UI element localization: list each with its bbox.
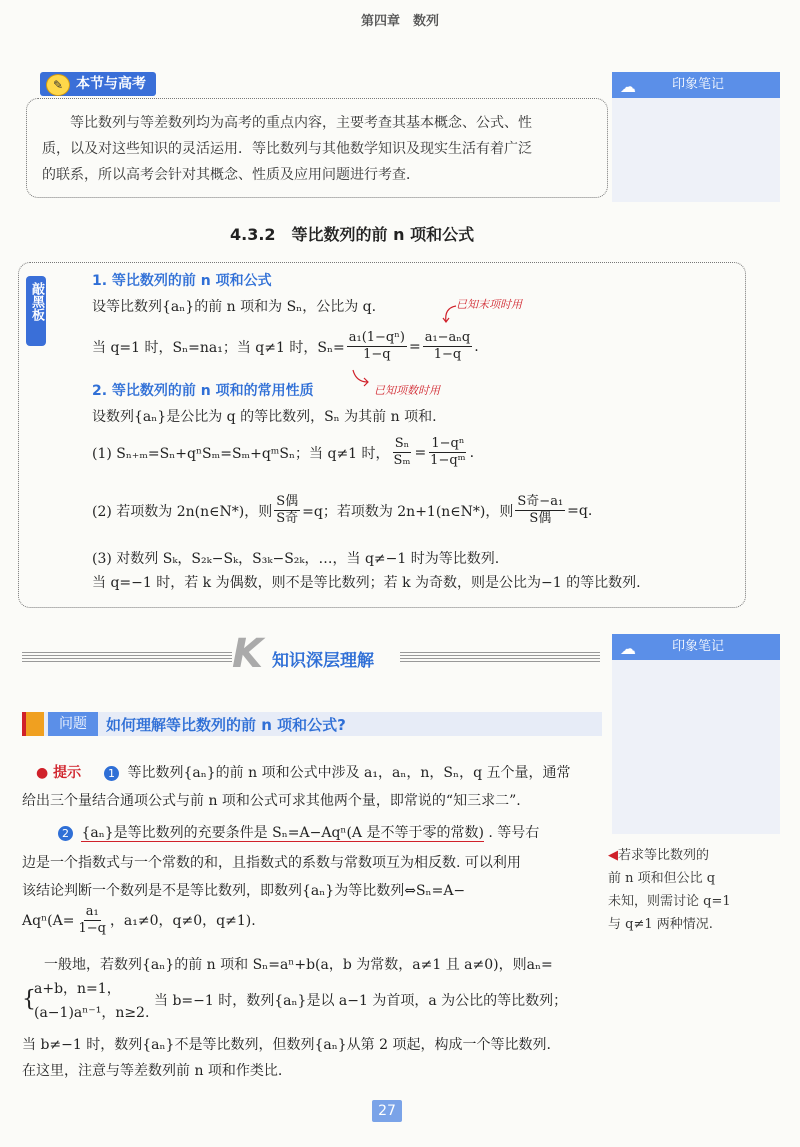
hint-line-5: 该结论判断一个数列是不是等比数列，即数列{aₙ}为等比数列⇔Sₙ=A− <box>22 883 466 899</box>
section-title: 4.3.2 等比数列的前 n 项和公式 <box>230 225 475 244</box>
intro-line: 质，以及对这些知识的灵活运用．等比数列与其他数学知识及现实生活有着广泛 <box>42 141 532 157</box>
chapter-header: 第四章 数列 <box>360 14 439 29</box>
elephant-icon: ☁ <box>620 77 636 96</box>
banner-hatch-right <box>400 650 600 662</box>
hint-underlined-text: {aₙ}是等比数列的充要条件是 Sₙ=A−Aqⁿ(A 是不等于零的常数) <box>81 825 484 841</box>
knowledge-title: 知识深层理解 <box>272 651 374 671</box>
side-note-text: 若求等比数列的 <box>618 848 710 863</box>
fraction <box>428 436 467 469</box>
hint-line-9: 当 b≠−1 时，数列{aₙ}不是等比数列，但数列{aₙ}从第 2 项起，构成一个等比数列. <box>22 1037 551 1053</box>
page-number: 27 <box>372 1100 402 1122</box>
bb-formula-prefix: 当 q=1 时，Sₙ=na₁；当 q≠1 时，Sₙ= <box>92 339 345 356</box>
fraction-numerator: 1−qⁿ <box>431 436 465 451</box>
notes-header <box>612 72 780 98</box>
bb-property-4: 当 q=−1 时，若 k 为偶数，则不是等比数列；若 k 为奇数，则是公比为−1 的等比数列. <box>92 575 641 591</box>
fraction <box>423 330 473 363</box>
brace-icon: { <box>22 987 36 1012</box>
hint-line-4: 边是一个指数式与一个常数的和，且指数式的系数与常数项互为相反数. 可以利用 <box>22 855 521 871</box>
arrow-icon <box>440 304 460 324</box>
side-note-line: 与 q≠1 两种情况. <box>608 917 713 932</box>
fraction-numerator: S奇−a₁ <box>517 494 564 509</box>
handwritten-note-2: 已知项数时用 <box>374 384 440 397</box>
hint-line-1 <box>36 762 570 784</box>
blackboard-tab-label: 敲黑板 <box>29 282 44 321</box>
section-tag-label: 本节与高考 <box>76 76 146 92</box>
elephant-icon: ☁ <box>620 639 636 658</box>
bb-line-3: 设数列{aₙ}是公比为 q 的等比数列，Sₙ 为其前 n 项和. <box>92 409 437 425</box>
notes-label: 印象笔记 <box>672 639 725 654</box>
intro-text <box>42 110 602 188</box>
fraction-numerator: a₁ <box>85 904 99 919</box>
fraction-denominator: 1−qᵐ <box>430 453 466 468</box>
property-text: =q. <box>567 502 593 519</box>
bb-formula-line: 当 q=1 时，Sₙ=na₁；当 q≠1 时，Sₙ= $\frac{\text{a₁(1−qⁿ)}}{1-q}$ = $\frac{\text{a₁−aₙq}}{1-q}$ . <box>92 330 479 362</box>
intro-line: 的联系，所以高考会针对其概念、性质及应用问题进行考查． <box>42 167 420 183</box>
hint-line-7: 一般地，若数列{aₙ}的前 n 项和 Sₙ=aⁿ+b(a，b 为常数，a≠1 且 a≠0)，则aₙ= <box>44 957 553 973</box>
fraction <box>274 494 300 527</box>
number-1-icon: 1 <box>104 766 119 781</box>
question-text: 如何理解等比数列的前 n 项和公式? <box>106 716 346 734</box>
fraction-denominator: 1−q <box>433 347 462 362</box>
fraction <box>392 436 413 469</box>
side-note-line: 前 n 项和但公比 q <box>608 871 716 886</box>
hint-label: ● 提示 <box>36 765 82 781</box>
bb-heading-2: 2. 等比数列的前 n 项和的常用性质 <box>92 383 314 399</box>
hint-line-10: 在这里，注意与等差数列前 n 项和作类比. <box>22 1063 283 1079</box>
hint-text: 等比数列{aₙ}的前 n 项和公式中涉及 a₁，aₙ，n，Sₙ，q 五个量，通常 <box>127 765 571 781</box>
hint-text: ，a₁≠0，q≠0，q≠1). <box>109 912 256 929</box>
intro-line: 等比数列与等差数列均为高考的重点内容，主要考查其基本概念、公式、性 <box>70 115 532 131</box>
fraction-denominator: Sₘ <box>393 453 411 468</box>
fraction-numerator: S偶 <box>276 494 299 509</box>
hint-line-2: 给出三个量结合通项公式与前 n 项和公式可求其他两个量，即常说的“知三求二”. <box>22 793 521 809</box>
fraction-denominator: S奇 <box>276 511 299 526</box>
number-2-icon: 2 <box>58 826 73 841</box>
arrow-icon <box>350 368 372 388</box>
hint-text: . 等号右 <box>488 825 540 841</box>
fraction-denominator: 1−q <box>363 347 391 362</box>
blackboard-tab <box>26 276 46 346</box>
book-icon <box>22 712 44 736</box>
k-logo-icon: K <box>232 631 263 677</box>
section-tag <box>40 72 156 96</box>
hint-line-6 <box>22 904 256 937</box>
hint-line-8: 当 b=−1 时，数列{aₙ}是以 a−1 为首项，a 为公比的等比数列； <box>154 993 568 1009</box>
fraction <box>515 494 565 527</box>
property-text: (2) 若项数为 2n(n∈N*)，则 <box>92 503 273 520</box>
banner-hatch-left <box>22 650 232 662</box>
fraction-denominator: 1−q <box>78 921 106 936</box>
notes-header <box>612 634 780 660</box>
case-1: a+b，n=1， <box>34 981 121 997</box>
question-label: 问题 <box>48 712 98 736</box>
fraction <box>347 330 407 363</box>
notes-label: 印象笔记 <box>672 77 725 92</box>
hint-text: Aqⁿ(A= <box>22 912 75 929</box>
side-note <box>608 844 784 936</box>
fraction <box>76 904 108 937</box>
hint-label-text: 提示 <box>53 765 82 781</box>
bb-property-3: (3) 对数列 Sₖ，S₂ₖ−Sₖ，S₃ₖ−S₂ₖ，…，当 q≠−1 时为等比数列. <box>92 551 500 567</box>
fraction-numerator: Sₙ <box>394 436 410 451</box>
case-2: (a−1)aⁿ⁻¹，n≥2. <box>34 1005 150 1021</box>
property-text: (1) Sₙ₊ₘ=Sₙ+qⁿSₘ=Sₘ+qᵐSₙ；当 q≠1 时， <box>92 445 390 462</box>
notes-panel[interactable] <box>612 634 780 834</box>
fraction-numerator: a₁(1−qⁿ) <box>348 330 405 345</box>
side-note-line: ◀若求等比数列的 <box>608 848 710 863</box>
handwritten-note-1: 已知末项时用 <box>456 298 522 311</box>
property-text: =q；若项数为 2n+1(n∈N*)，则 <box>302 503 514 520</box>
bb-property-2 <box>92 494 592 527</box>
bb-heading-1: 1. 等比数列的前 n 项和公式 <box>92 273 272 289</box>
fraction-denominator: S偶 <box>529 511 552 526</box>
hint-line-3 <box>58 822 539 844</box>
fraction-numerator: a₁−aₙq <box>424 330 471 345</box>
bee-icon: ✎ <box>46 74 70 96</box>
side-note-line: 未知，则需讨论 q=1 <box>608 894 731 909</box>
bb-line-1: 设等比数列{aₙ}的前 n 项和为 Sₙ，公比为 q. <box>92 299 377 315</box>
bb-property-1: (1) Sₙ₊ₘ=Sₙ+qⁿSₘ=Sₘ+qᵐSₙ；当 q≠1 时， $\frac{\text{Sₙ}}{\text{Sₘ}}$ = $\frac{\text{1−qⁿ}}{\text{1−qᵐ}}$ . <box>92 436 475 468</box>
